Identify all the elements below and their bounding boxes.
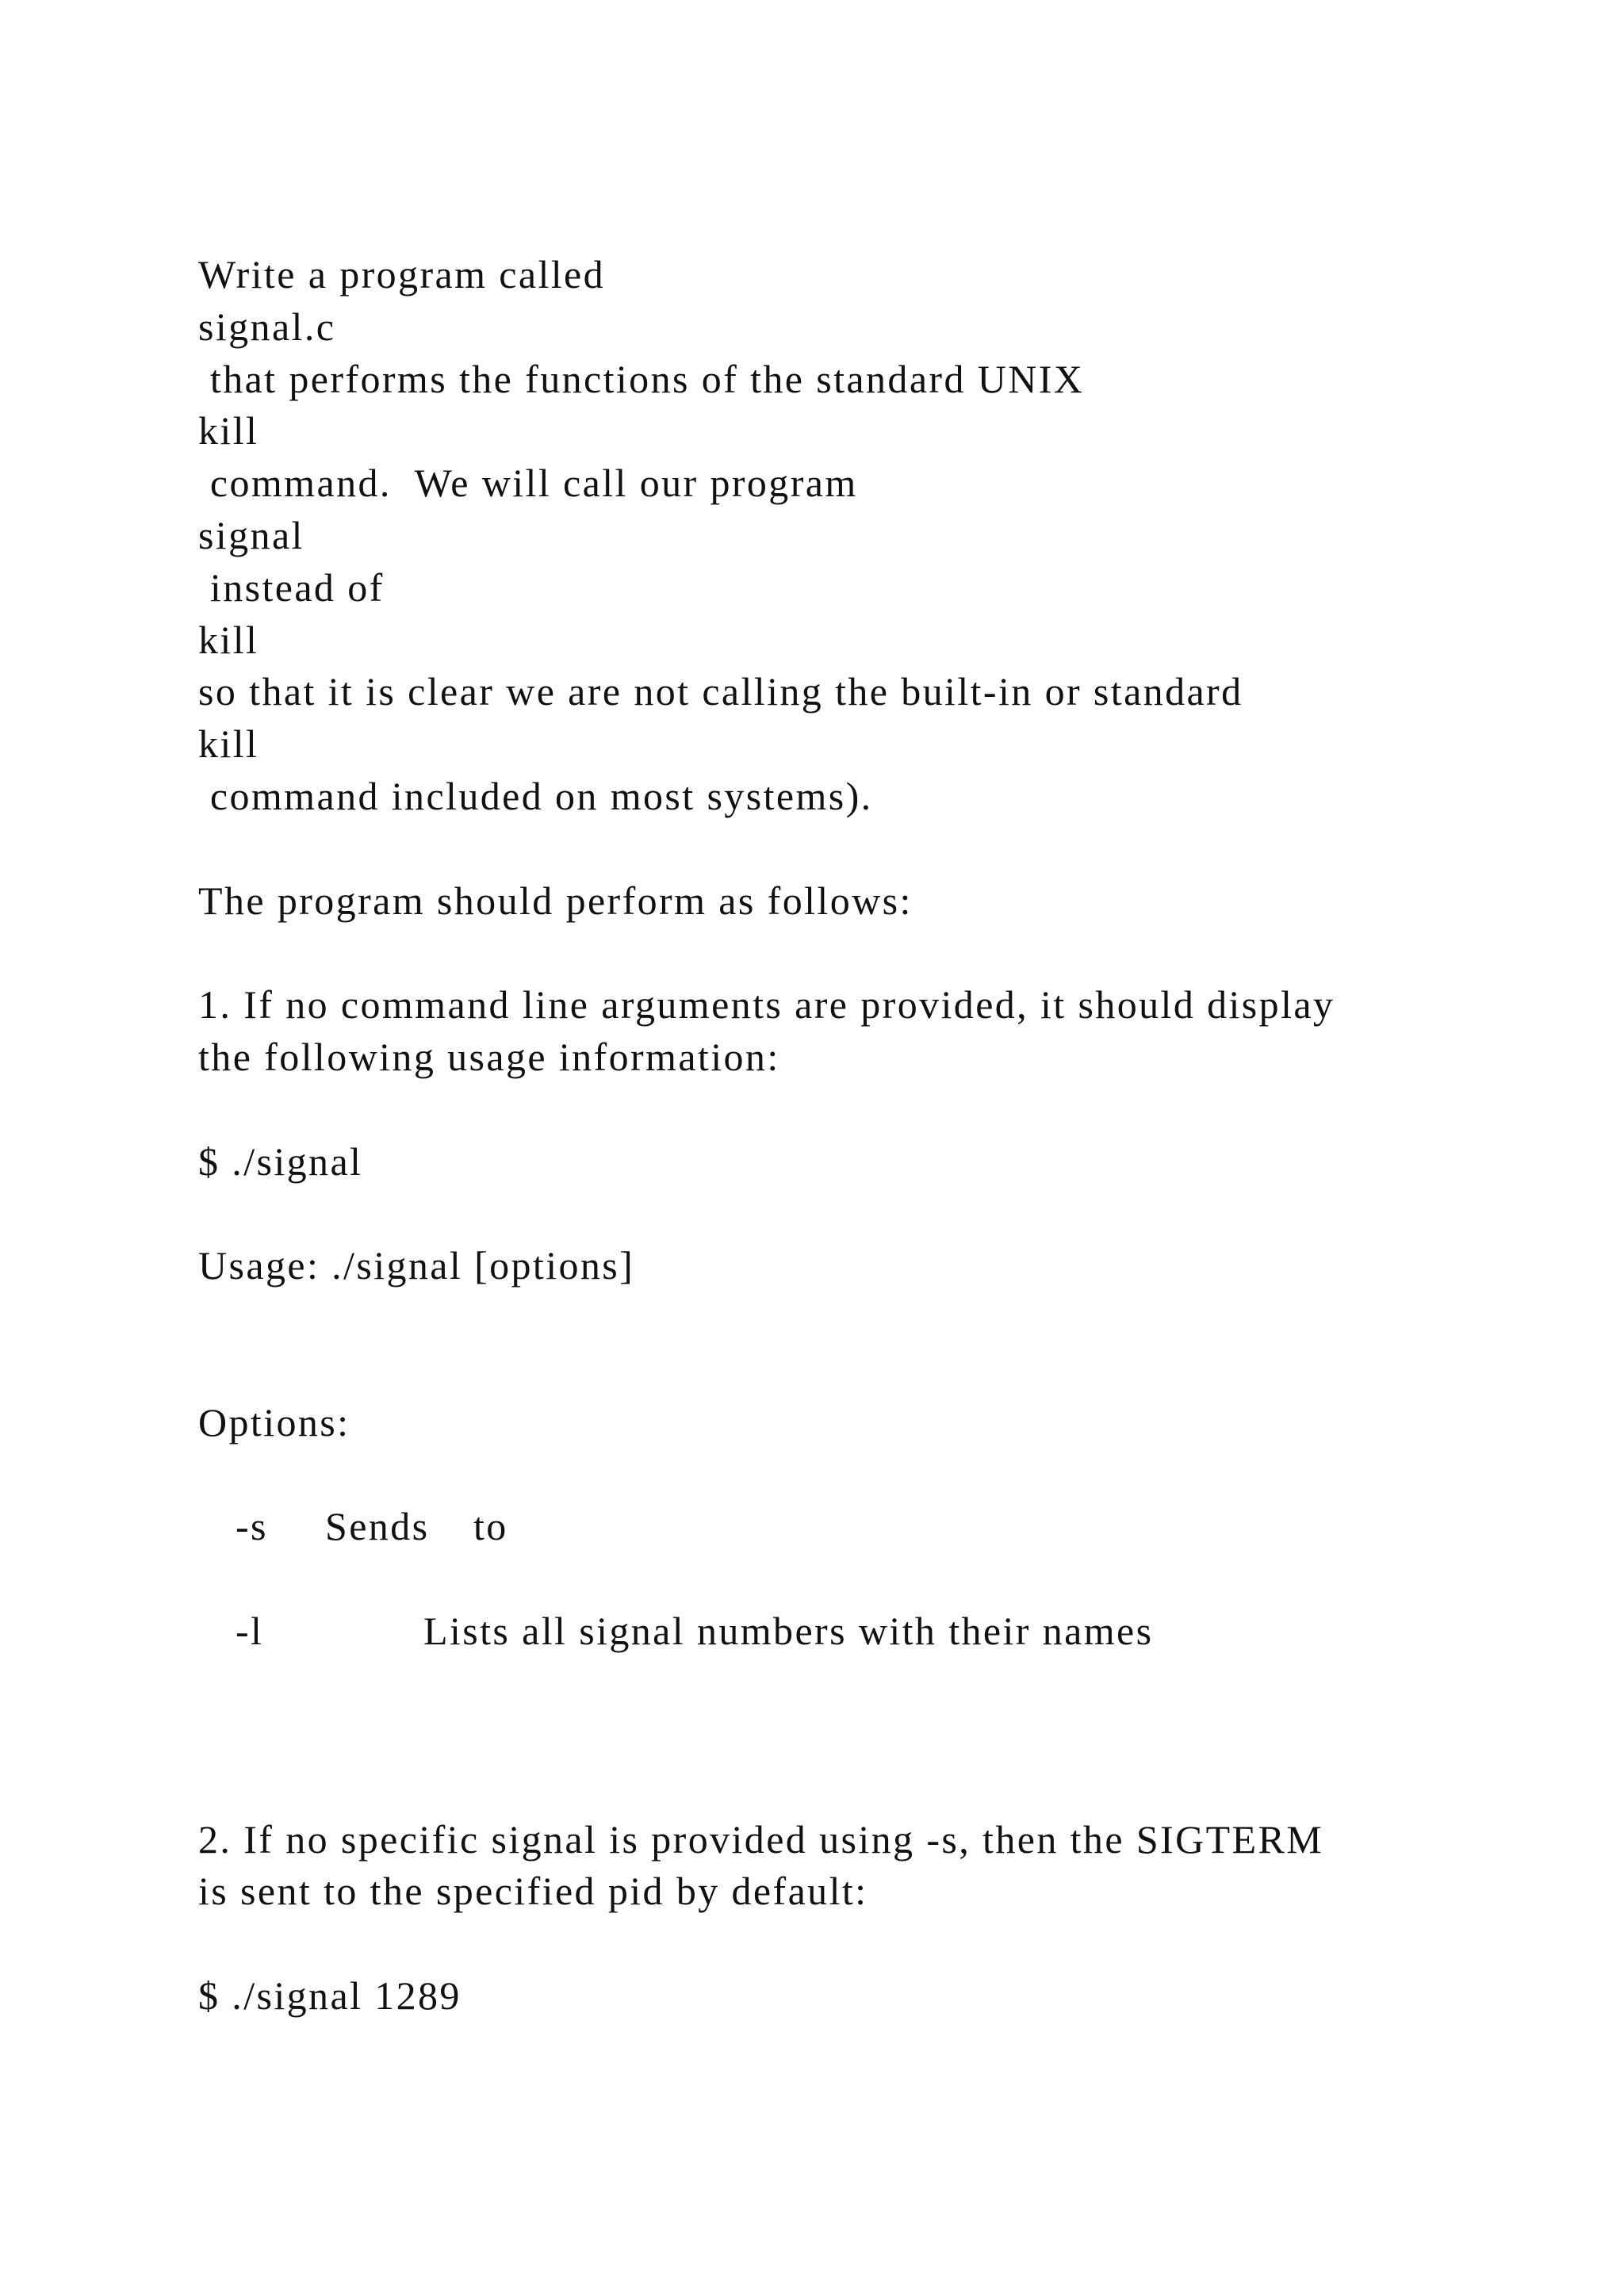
intro-line: signal.c: [198, 304, 336, 349]
perform-heading: The program should perform as follows:: [198, 878, 913, 923]
option-l-desc: Lists all signal numbers with their names: [423, 1609, 1154, 1653]
command-example: $ ./signal 1289: [198, 1973, 462, 2018]
intro-line: instead of: [198, 565, 385, 610]
option-s-flag: -s: [236, 1504, 268, 1548]
intro-line: so that it is clear we are not calling the built-in or standard: [198, 669, 1243, 714]
options-heading: Options:: [198, 1400, 350, 1445]
intro-line: kill: [198, 721, 259, 766]
intro-line: command. We will call our program: [198, 461, 858, 505]
intro-line: that performs the functions of the standard UNIX: [198, 357, 1085, 401]
option-s-desc: to: [473, 1504, 508, 1548]
item-1-line: the following usage information:: [198, 1035, 780, 1079]
intro-line: kill: [198, 408, 259, 453]
item-2-line: 2. If no specific signal is provided using -s, then the SIGTERM: [198, 1817, 1324, 1862]
intro-line: kill: [198, 618, 259, 662]
command-example: $ ./signal: [198, 1139, 363, 1184]
intro-line: command included on most systems).: [198, 774, 873, 818]
item-2-line: is sent to the specified pid by default:: [198, 1869, 868, 1913]
option-l-flag: -l: [236, 1609, 264, 1653]
intro-line: Write a program called: [198, 252, 606, 297]
item-1-line: 1. If no command line arguments are provided, it should display: [198, 982, 1335, 1027]
intro-line: signal: [198, 513, 304, 557]
usage-line: Usage: ./signal [options]: [198, 1243, 635, 1288]
option-s-desc: Sends: [325, 1504, 430, 1548]
